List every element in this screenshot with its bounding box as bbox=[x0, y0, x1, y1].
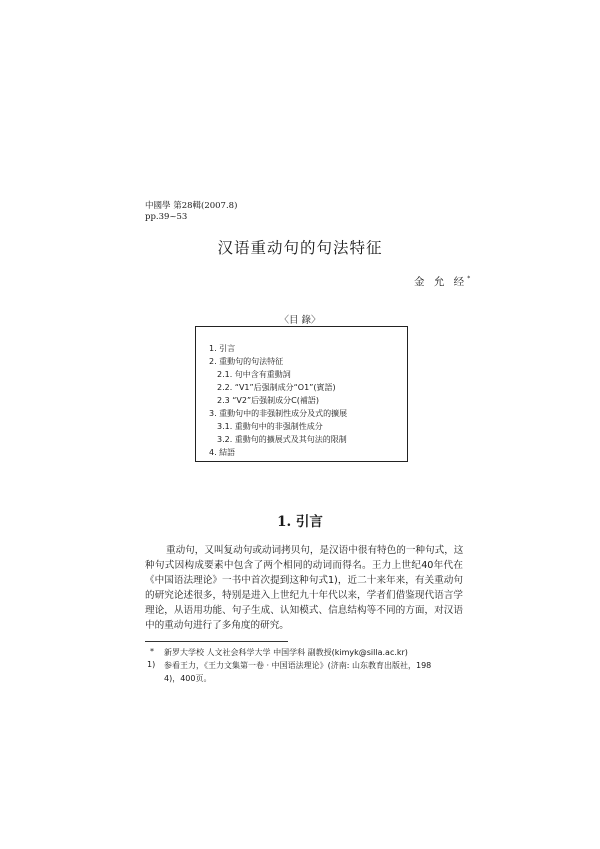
toc-item: 1. 引言 bbox=[209, 344, 236, 353]
body-line: 中的重动句进行了多角度的研究。 bbox=[145, 620, 289, 631]
body-line: 理论，从语用功能、句子生成、认知模式、信息结构等不同的方面，对汉语 bbox=[145, 605, 463, 616]
body-line: 《中国语法理论》一书中首次提到这种句式1)，近二十来年来，有关重动句 bbox=[145, 575, 463, 586]
table-of-contents bbox=[195, 326, 408, 462]
toc-item: 3.1. 重動句中的非强制性成分 bbox=[217, 422, 323, 431]
toc-item: 2.1. 句中含有重動詞 bbox=[217, 370, 291, 379]
body-line: 的研究论述很多，特别是进入上世纪九十年代以来，学者们借鉴现代语言学 bbox=[145, 590, 463, 601]
footnote-affiliation: 新罗大学校 人文社会科学大学 中国学科 副教授(kimyk@silla.ac.kr) bbox=[164, 648, 408, 657]
toc-item: 2.3 “V2”后强制成分C(補語) bbox=[217, 396, 319, 405]
toc-item: 2.2. “V1”后强制成分“O1”(賓語) bbox=[217, 383, 336, 392]
body-line: 种句式因构成要素中包含了两个相同的动词而得名。王力上世纪40年代在 bbox=[145, 560, 463, 571]
toc-item: 2. 重動句的句法特征 bbox=[209, 357, 284, 366]
body-line: 重动句，又叫复动句或动词拷贝句，是汉语中很有特色的一种句式，这 bbox=[166, 545, 463, 556]
journal-header bbox=[145, 201, 237, 223]
journal-issue: 中國學 第28輯(2007.8) bbox=[145, 201, 238, 211]
page-range: pp.39~53 bbox=[145, 212, 188, 222]
toc-item: 3. 重動句中的非强制性成分及式的擴展 bbox=[209, 409, 348, 418]
author-name: 金 允 经 bbox=[414, 276, 468, 288]
footnote-mark: 1) bbox=[147, 660, 156, 669]
footnote-text: 4)，400页。 bbox=[164, 674, 212, 683]
toc-item: 4. 結語 bbox=[209, 448, 236, 457]
author-footnote-mark: * bbox=[467, 274, 471, 282]
footnote-mark: * bbox=[150, 647, 154, 656]
author bbox=[414, 274, 470, 289]
toc-list bbox=[196, 327, 407, 461]
toc-item: 3.2. 重動句的擴展式及其句法的限制 bbox=[217, 435, 347, 444]
footnote-divider bbox=[145, 641, 288, 642]
paper-title: 汉语重动句的句法特征 bbox=[217, 239, 383, 257]
section-heading: 1. 引言 bbox=[277, 514, 323, 530]
toc-heading: 〈目 錄〉 bbox=[0, 312, 600, 326]
footnote-text: 参看王力，《王力文集第一卷 · 中国语法理论》(济南: 山东教育出版社，198 bbox=[164, 661, 432, 670]
